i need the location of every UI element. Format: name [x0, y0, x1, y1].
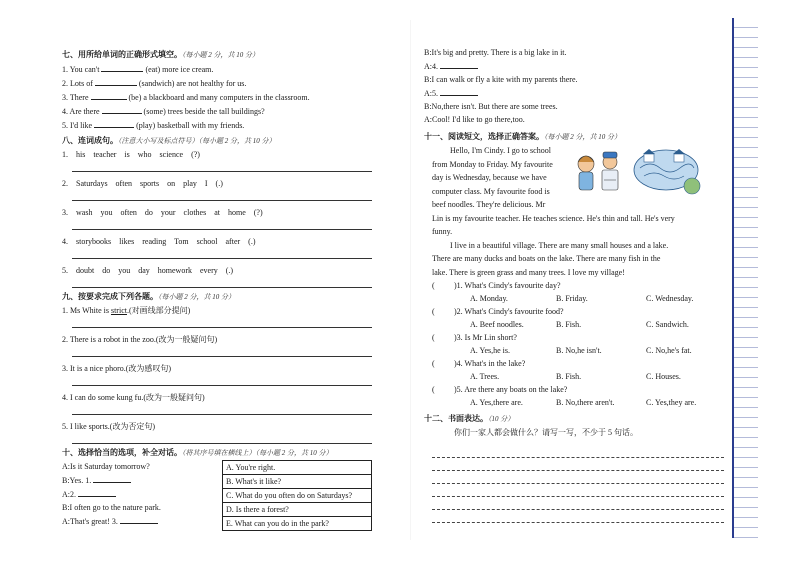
question-1: ( )1. What's Cindy's favourite day? — [432, 281, 561, 290]
question-2: ( )2. What's Cindy's favourite food? — [432, 307, 564, 316]
sec9-item-2: 2. There is a robot in the zoo.(改为一般疑问句) — [62, 335, 218, 344]
question-4-options: A. Trees. B. Fish. C. Houses. — [470, 372, 681, 381]
question-3: ( )3. Is Mr Lin short? — [432, 333, 517, 342]
sec7-item-5: 5. I'd like (play) basketball with my friends. — [62, 118, 382, 132]
question-3-options: A. Yes,he is. B. No,he isn't. C. No,he's fat. — [470, 346, 692, 355]
answer-blank[interactable] — [102, 104, 142, 114]
sec9-item-4: 4. I can do some kung fu.(改为一般疑问句) — [62, 393, 205, 402]
option-b: B. What's it like? — [223, 475, 371, 489]
fold-line — [410, 20, 411, 540]
dialog-cont-2: A:4. — [424, 59, 729, 73]
section-10-title: 十、选择恰当的选项，补全对话。（将其序号填在横线上）（每小题 2 分，共 10 分） — [62, 448, 333, 457]
answer-line[interactable] — [72, 346, 372, 357]
dialog-block — [62, 460, 382, 528]
sec8-item-4: 4. storybooks likes reading Tom school after (.) — [62, 237, 256, 246]
sec7-item-3: 3. There (be) a blackboard and many computers in the classroom. — [62, 90, 382, 104]
question-list — [424, 279, 729, 409]
answer-line[interactable] — [72, 248, 372, 259]
reading-passage: Hello, I'm Cindy. I go to school from Monday to Friday. My favourite day is Wednesday, because we have computer class. My favourite food is beef noodles. They're delicious. Mr Lin is my favourite teacher. He teaches science. He's thin and tall. He's very funny. I live in a beautiful village. There are many small houses and a lake. There are many ducks and boats on the lake. There are many fish in the lake. There is green grass and many trees. I love my village! — [432, 146, 675, 277]
section-12-title: 十二、书面表达。（10 分） — [424, 414, 515, 423]
question-2-options: A. Beef noodles. B. Fish. C. Sandwich. — [470, 320, 689, 329]
sec7-item-1: 1. You can't (eat) more ice cream. — [62, 62, 382, 76]
dialog-line-4: B:I often go to the nature park. — [62, 503, 161, 512]
question-1-options: A. Monday. B. Friday. C. Wednesday. — [470, 294, 694, 303]
writing-line[interactable] — [432, 458, 724, 471]
sec8-item-2: 2. Saturdays often sports on play I (.) — [62, 179, 223, 188]
question-5-options: A. Yes,there are. B. No,there aren't. C. Yes,they are. — [470, 398, 697, 407]
option-d: D. Is there a forest? — [223, 503, 371, 517]
writing-line[interactable] — [432, 497, 724, 510]
answer-blank[interactable] — [120, 514, 158, 524]
binding-ruler — [732, 18, 758, 538]
left-column — [62, 46, 382, 528]
answer-line[interactable] — [72, 219, 372, 230]
answer-line[interactable] — [72, 317, 372, 328]
option-c: C. What do you often do on Saturdays? — [223, 489, 371, 503]
answer-blank[interactable] — [78, 487, 116, 497]
section-11-title: 十一、阅读短文，选择正确答案。（每小题 2 分，共 10 分） — [424, 132, 621, 141]
answer-blank[interactable] — [101, 62, 143, 72]
section-8-title: 八、连词成句。（注意大小写及标点符号）（每小题 2 分，共 10 分） — [62, 136, 276, 145]
answer-blank[interactable] — [94, 118, 134, 128]
answer-line[interactable] — [72, 404, 372, 415]
writing-line[interactable] — [432, 471, 724, 484]
answer-blank[interactable] — [93, 473, 131, 483]
writing-line[interactable] — [432, 484, 724, 497]
dialog-options-box — [222, 460, 372, 531]
dialog-cont-3: B:I can walk or fly a kite with my parents there. — [424, 75, 578, 84]
question-5: ( )5. Are there any boats on the lake? — [432, 385, 568, 394]
answer-line[interactable] — [72, 433, 372, 444]
answer-blank[interactable] — [95, 76, 137, 86]
writing-prompt: 你们一家人都会做什么？请写一写，不少于 5 句话。 — [454, 428, 638, 437]
dialog-cont-4: A:5. — [424, 86, 729, 100]
dialog-line-2: B:Yes. 1. — [62, 473, 382, 487]
answer-blank[interactable] — [440, 59, 478, 69]
option-e: E. What can you do in the park? — [226, 519, 329, 528]
sec9-item-5: 5. I like sports.(改为否定句) — [62, 422, 156, 431]
sec7-item-2: 2. Lots of (sandwich) are not healthy for us. — [62, 76, 382, 90]
answer-blank[interactable] — [91, 90, 127, 100]
sec8-item-1: 1. his teacher is who science (?) — [62, 150, 200, 159]
sec9-item-1: 1. Ms White is strict.(对画线部分提问) — [62, 306, 191, 315]
dialog-cont-6: A:Cool! I'd like to go there,too. — [424, 115, 525, 124]
answer-blank[interactable] — [440, 86, 478, 96]
option-a: A. You're right. — [223, 461, 371, 475]
writing-line[interactable] — [432, 445, 724, 458]
sec8-item-5: 5. doubt do you day homework every (.) — [62, 266, 234, 275]
answer-line[interactable] — [72, 375, 372, 386]
answer-line[interactable] — [72, 190, 372, 201]
dialog-cont-5: B:No,there isn't. But there are some trees. — [424, 102, 558, 111]
dialog-line-5: A:That's great! 3. — [62, 514, 382, 528]
sec7-item-4: 4. Are there (some) trees beside the tall buildings? — [62, 104, 382, 118]
dialog-line-1: A:Is it Saturday tomorrow? — [62, 462, 150, 471]
question-4: ( )4. What's in the lake? — [432, 359, 526, 368]
writing-line[interactable] — [432, 510, 724, 523]
passage-illustration — [574, 146, 704, 201]
dialog-cont-1: B:It's big and pretty. There is a big lake in it. — [424, 48, 567, 57]
section-9-title: 九、按要求完成下列各题。（每小题 2 分，共 10 分） — [62, 292, 235, 301]
answer-line[interactable] — [72, 161, 372, 172]
answer-line[interactable] — [72, 277, 372, 288]
right-column — [424, 46, 729, 523]
section-7-title: 七、用所给单词的正确形式填空。（每小题 2 分，共 10 分） — [62, 50, 259, 59]
sec8-item-3: 3. wash you often do your clothes at home (?) — [62, 208, 263, 217]
sec9-item-3: 3. It is a nice phoro.(改为感叹句) — [62, 364, 172, 373]
dialog-line-3: A:2. — [62, 487, 382, 501]
